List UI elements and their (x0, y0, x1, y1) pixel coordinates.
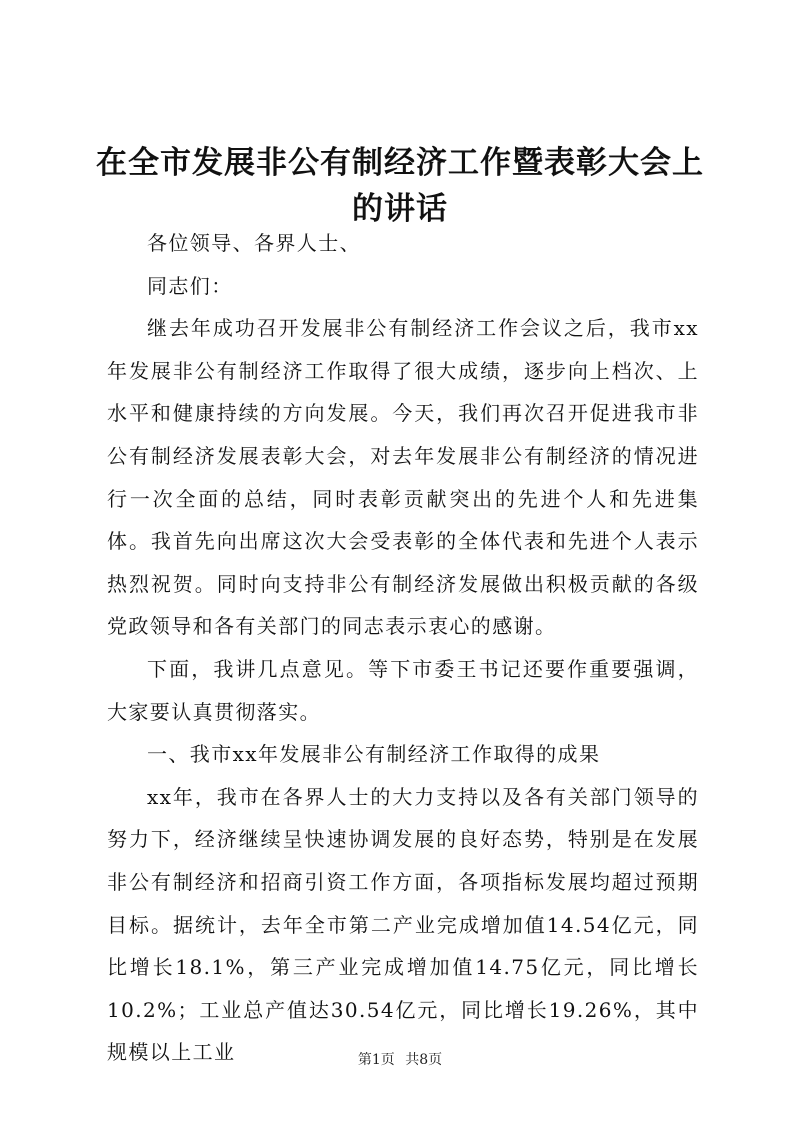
paragraph-intro: 继去年成功召开发展非公有制经济工作会议之后，我市xx年发展非公有制经济工作取得了很大成绩，逐步向上档次、上水平和健康持续的方向发展。今天，我们再次召开促进我市非公有制经济发展表彰大会，对去年发展非公有制经济的情况进行一次全面的总结，同时表彰贡献突出的先进个人和先进集体。我首先向出席这次大会受表彰的全体代表和先进个人表示热烈祝贺。同时向支持非公有制经济发展做出积极贡献的各级党政领导和各有关部门的同志表示衷心的感谢。 (107, 316, 699, 639)
section-heading-1: 一、我市xx年发展非公有制经济工作取得的成果 (147, 742, 601, 767)
document-title: 在全市发展非公有制经济工作暨表彰大会上的讲话 (96, 145, 704, 227)
page-number: 第1页 (357, 1052, 395, 1068)
salutation-1: 各位领导、各界人士、 (147, 231, 361, 255)
salutation-2: 同志们： (147, 273, 233, 298)
page-total: 共8页 (405, 1052, 443, 1068)
paragraph-results: xx年，我市在各界人士的大力支持以及各有关部门领导的努力下，经济继续呈快速协调发展的良好态势，特别是在发展非公有制经济和招商引资工作方面，各项指标发展均超过预期目标。据统计，去年全市第二产业完成增加值14.54亿元，同比增长18.1%，第三产业完成增加值14.75亿元，同比增长10.2%；工业总产值达30.54亿元，同比增长19.26%，其中规模以上工业 (107, 784, 699, 1065)
document-body (107, 222, 699, 1074)
paragraph-outline: 下面，我讲几点意见。等下市委王书记还要作重要强调，大家要认真贯彻落实。 (107, 656, 699, 724)
page-footer (0, 1050, 800, 1070)
